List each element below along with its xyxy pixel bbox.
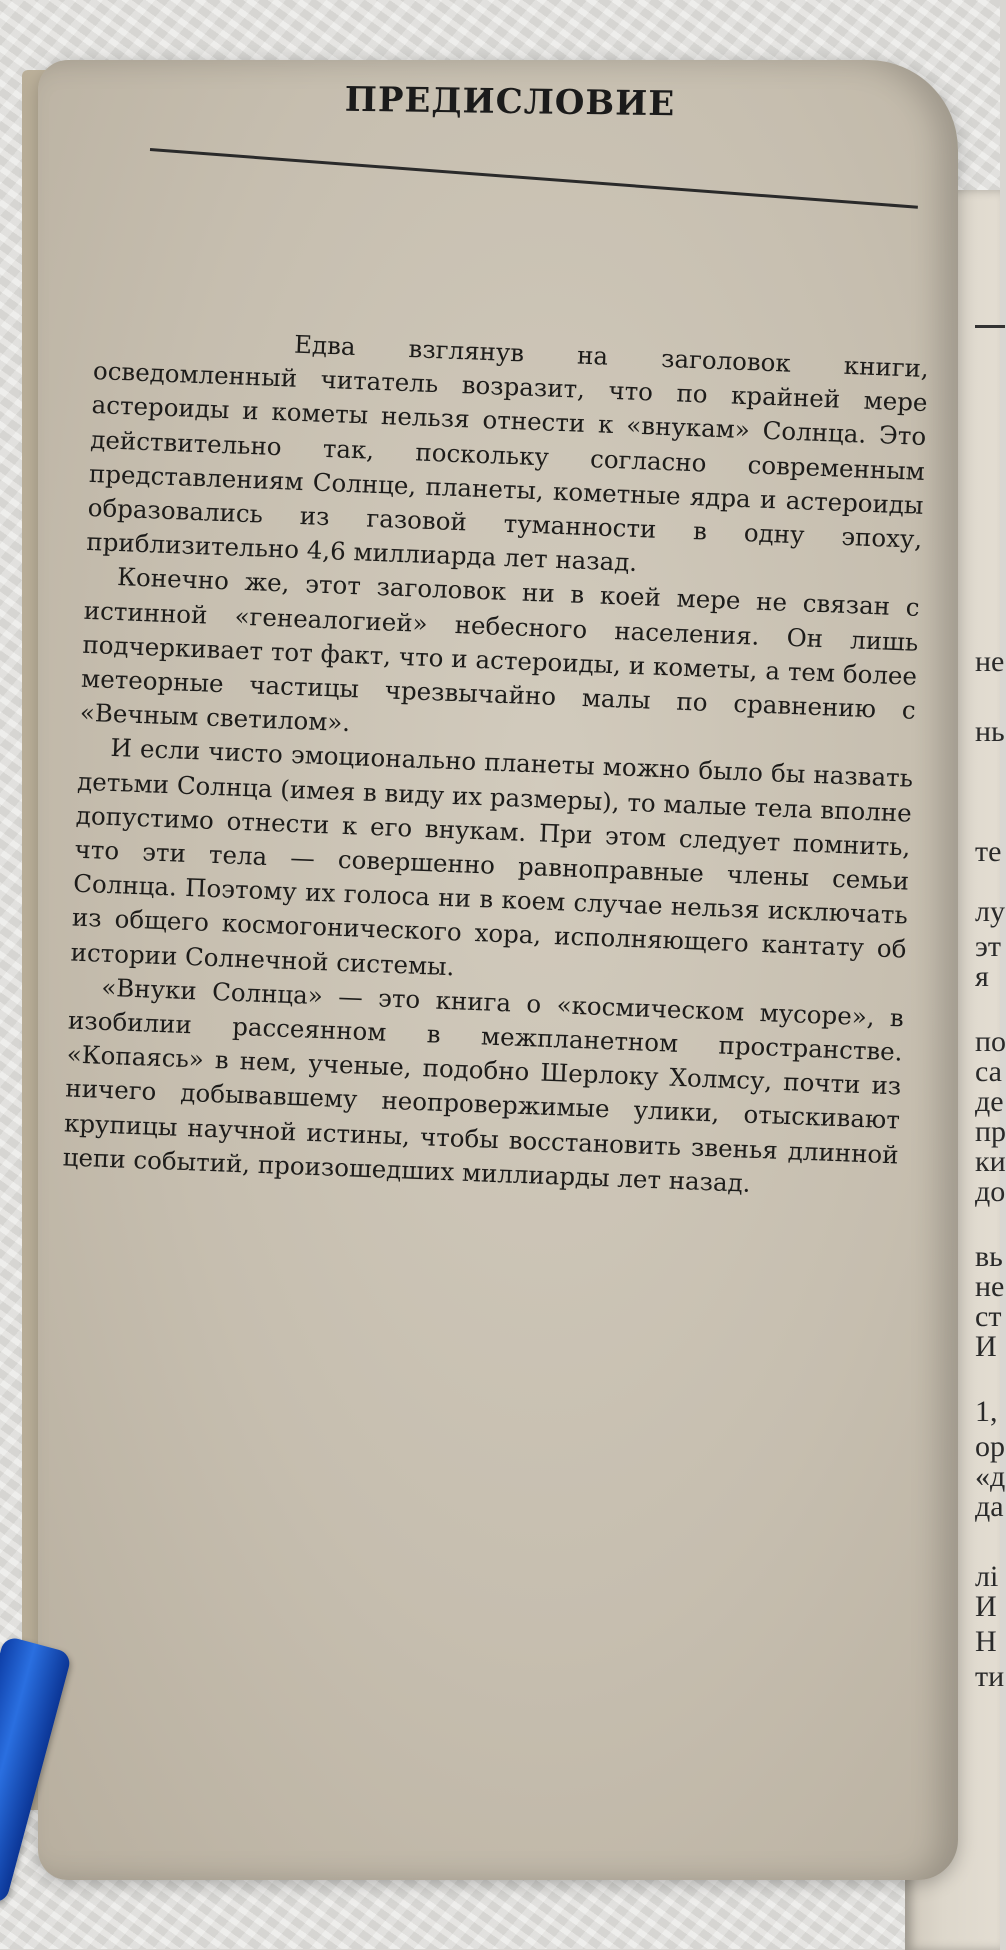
next-page-fragment: эт <box>975 930 1001 963</box>
next-page-fragment: не <box>975 645 1005 678</box>
next-page-fragment: нь <box>975 715 1005 748</box>
next-page-fragment: ки <box>975 1145 1006 1178</box>
next-page-fragment: лу <box>975 895 1005 928</box>
next-page-rule <box>975 325 1005 328</box>
next-page-fragment: Н <box>975 1625 997 1658</box>
next-page-fragment: вь <box>975 1240 1003 1273</box>
next-page-fragment: ти <box>975 1660 1005 1693</box>
next-page-fragment: И <box>975 1590 997 1623</box>
paragraph: Едва взглянув на заголовок книги, осведомленный читатель возразит, что по крайней мере астероиды и кометы нельзя отнести к «внукам» Солнца. Это действительно так, поскольку согласно современным представлениям Солнце, планеты, кометные ядра и астероиды образовались из газовой туманности в одну эпоху, приблизительно 4,6 миллиарда лет назад. <box>85 329 930 578</box>
paragraph: Конечно же, этот заголовок ни в коей мере не связан с истинной «генеалогией» небесного населения. Он лишь подчеркивает тот факт, что и астероиды, и кометы, а тем более метеорные частицы чрезвычайно малы по сравнению с «Вечным светилом». <box>79 562 921 738</box>
next-page-fragment: до <box>975 1175 1006 1208</box>
next-page-fragment: не <box>975 1270 1005 1303</box>
next-page-fragment: са <box>975 1055 1002 1088</box>
next-page-fragment: те <box>975 835 1002 868</box>
next-page-fragment: да <box>975 1490 1004 1523</box>
next-page-fragment: ор <box>975 1430 1005 1463</box>
next-page-fragment: де <box>975 1085 1004 1118</box>
page-heading: ПРЕДИСЛОВИЕ <box>344 79 676 125</box>
next-page-fragment: лі <box>975 1560 999 1593</box>
next-page-fragment: 1, <box>975 1395 998 1428</box>
next-page-fragment: ст <box>975 1300 1002 1333</box>
next-page-fragment: «д <box>975 1460 1006 1493</box>
next-page-fragment: пр <box>975 1115 1006 1148</box>
next-page-fragment: я <box>975 960 989 993</box>
paragraph: И если чисто эмоционально планеты можно было бы назвать детьми Солнца (имея в виду их размеры), то малые тела вполне допустимо отнести к его внукам. При этом следует помнить, что эти тела — совершенно равноправные члены семьи Солнца. Поэтому их голоса ни в коем случае нельзя исключать из общего космогонического хора, исполняющего кантату об истории Солнечной системы. <box>70 733 914 981</box>
next-page-fragment: И <box>975 1330 997 1363</box>
page-body-text <box>62 320 929 1207</box>
next-page-fragment: по <box>975 1025 1006 1058</box>
paragraph: «Внуки Солнца» — это книга о «космическом мусоре», в изобилии рассеянном в межпланетном пространстве. «Копаясь» в нем, ученые, подобно Шерлоку Холмсу, почти из ничего добывавшему неопровержимые улики, отыскивают крупицы научной истины, чтобы восстановить звенья длинной цепи событий, произошедших миллиарды лет назад. <box>62 972 905 1198</box>
